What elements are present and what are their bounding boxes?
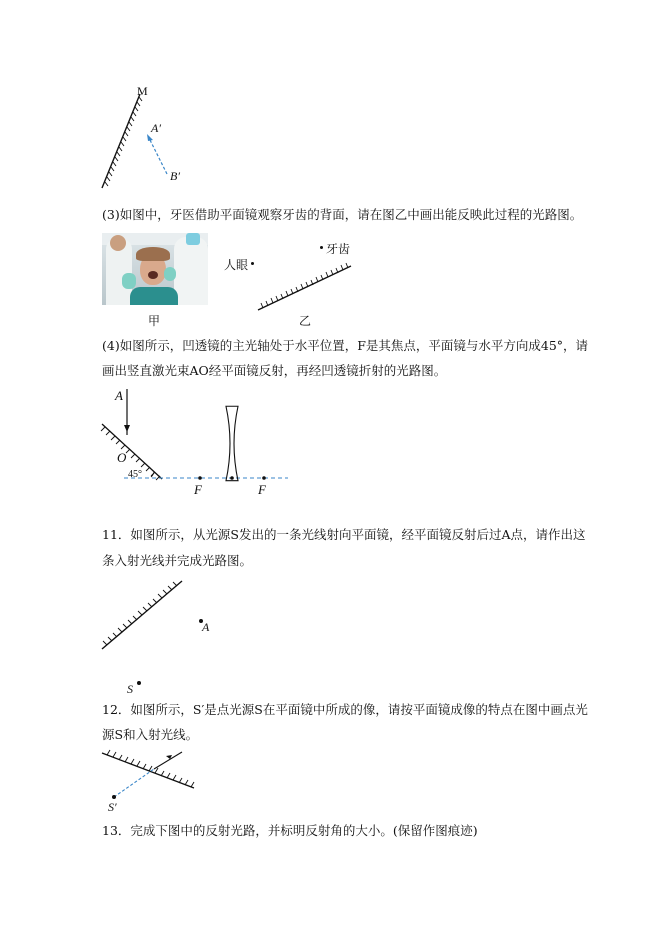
focus-label-left: F (194, 482, 202, 497)
beam-label-a: A (115, 388, 123, 403)
mirror-source-figure (98, 575, 188, 655)
label-tooth: 牙齿 (326, 242, 351, 256)
question-4-line2: 画出竖直激光束AO经平面镜反射，再经凹透镜折射的光路图。 (102, 363, 447, 378)
focus-label-right: F (258, 482, 266, 497)
mirror-label-m: M (137, 84, 148, 98)
point-a-label: A (202, 620, 210, 634)
source-s-label: S (127, 682, 133, 696)
question-13-text: 13．完成下图中的反射光路，并标明反射角的大小。(保留作图痕迹) (102, 823, 478, 838)
mirror-image-figure (95, 84, 195, 194)
question-11-line2: 条入射光线并完成光路图。 (102, 553, 253, 568)
eye-point (251, 262, 254, 265)
caption-jia: 甲 (148, 314, 161, 328)
question-12-line2: 源S和入射光线。 (102, 727, 199, 742)
tooth-point (320, 246, 323, 249)
source-s-dot (137, 681, 141, 685)
question-11-line1: 11．如图所示，从光源S发出的一条光线射向平面镜，经平面镜反射后过A点，请作出这 (102, 527, 586, 542)
angle-label: 45° (128, 469, 142, 480)
question-12-line1: 12．如图所示，S′是点光源S在平面镜中所成的像，请按平面镜成像的特点在图中画点光 (102, 702, 588, 717)
image-s-prime-label: S′ (108, 800, 117, 814)
image-label-a: A′ (151, 121, 161, 135)
question-4-line1: (4)如图所示，凹透镜的主光轴处于水平位置，F是其焦点，平面镜与水平方向成45°，请 (102, 338, 589, 353)
mirror-point-o: O (117, 450, 127, 465)
tooth-mirror-figure (255, 262, 355, 317)
label-eye: 人眼 (224, 258, 249, 272)
question-3-text: (3)如图中，牙医借助平面镜观察牙齿的背面，请在图乙中画出能反映此过程的光路图。 (102, 207, 583, 222)
image-label-b: B′ (170, 169, 180, 183)
caption-yi: 乙 (299, 314, 312, 328)
dentist-photo (102, 233, 208, 305)
